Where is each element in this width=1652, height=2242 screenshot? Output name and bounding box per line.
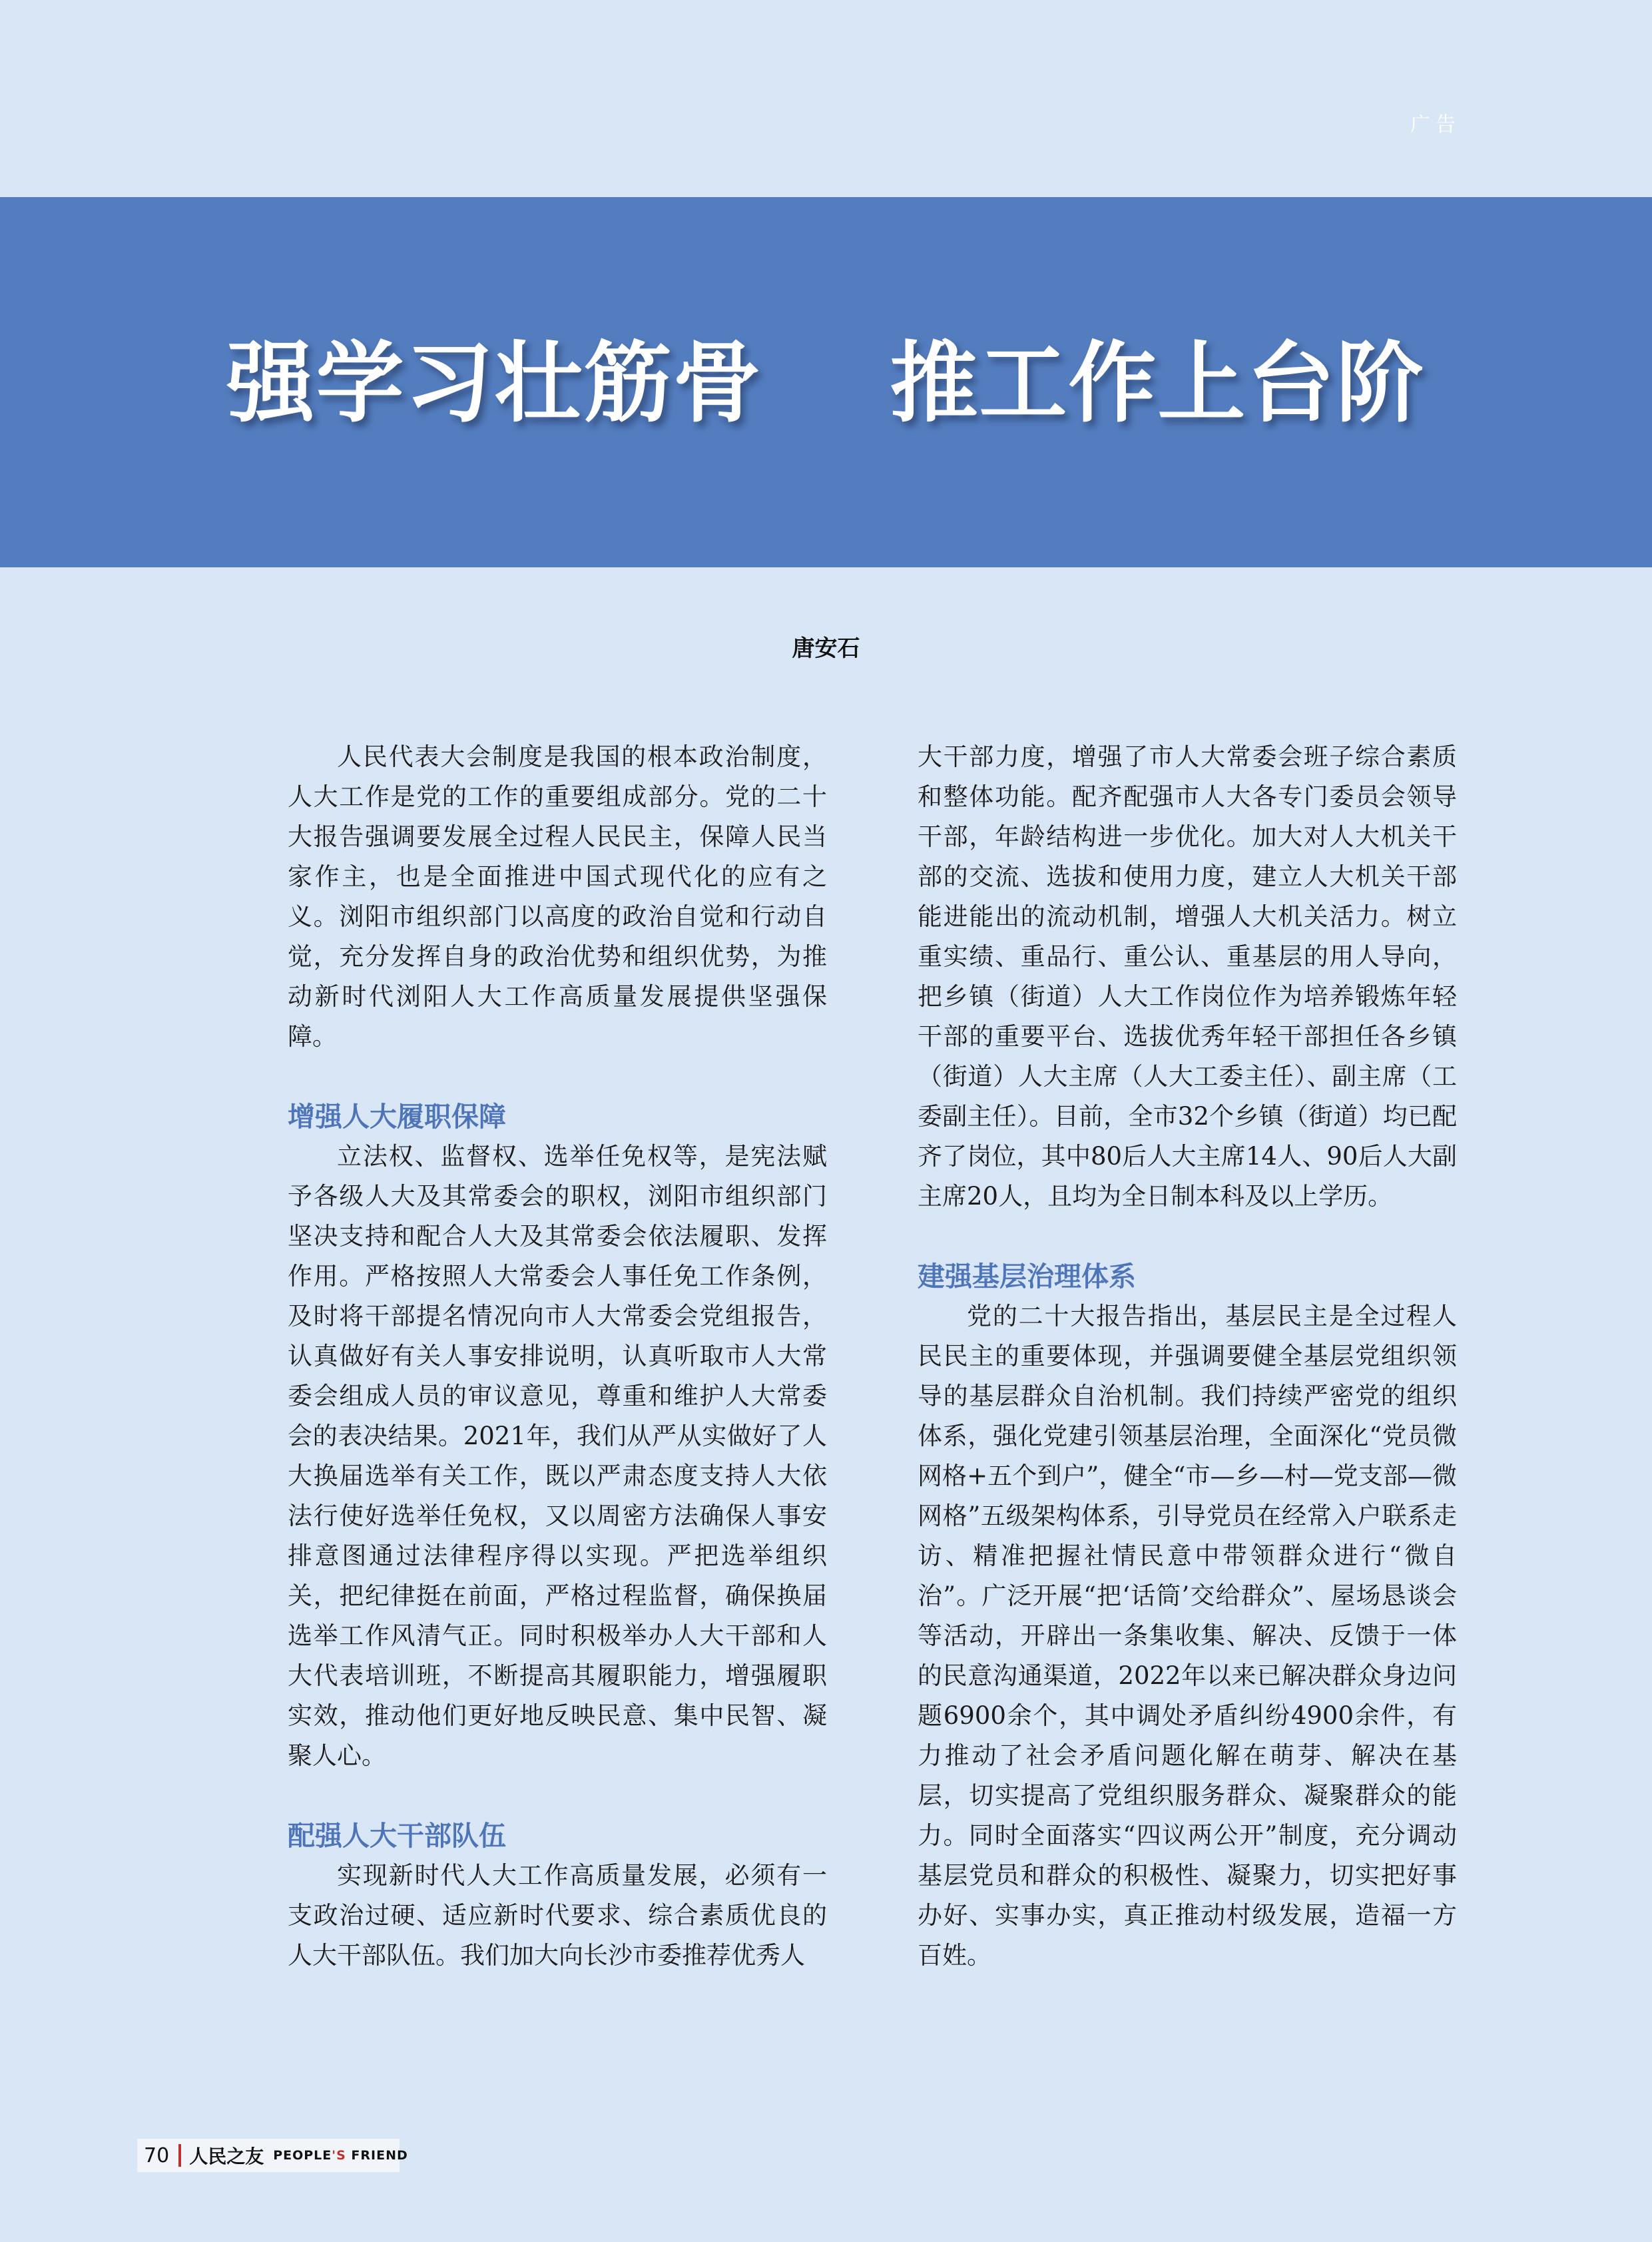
paragraph-intro: 人民代表大会制度是我国的根本政治制度，人大工作是党的工作的重要组成部分。党的二十大报告强调要发展全过程人民民主，保障人民当家作主，也是全面推进中国式现代化的应有之义。浏阳市组织部门以高度的政治自觉和行动自觉，充分发挥自身的政治优势和组织优势，为推动新时代浏阳人大工作高质量发展提供坚强保障。: [288, 742, 827, 1051]
paragraph-section-3: 党的二十大报告指出，基层民主是全过程人民民主的重要体现，并强调要健全基层党组织领导的基层群众自治机制。我们持续严密党的组织体系，强化党建引领基层治理，全面深化“党员微网格+五个到户”，健全“市—乡—村—党支部—微网格”五级架构体系，引导党员在经常入户联系走访、精准把握社情民意中带领群众进行“微自治”。广泛开展“把‘话筒’交给群众”、屋场恳谈会等活动，开辟出一条集收集、解决、反馈于一体的民意沟通渠道，2022年以来已解决群众身边问题6900余个，其中调处矛盾纠纷4900余件，有力推动了社会矛盾问题化解在萌芽、解决在基层，切实提高了党组织服务群众、凝聚群众的能力。同时全面落实“四议两公开”制度，充分调动基层党员和群众的积极性、凝聚力，切实把好事办好、实事办实，真正推动村级发展，造福一方百姓。: [918, 1302, 1457, 1970]
footer-divider: [178, 2144, 181, 2167]
section-heading-2: 配强人大干部队伍: [288, 1820, 506, 1852]
magazine-name: 人民之友: [189, 2145, 264, 2167]
paragraph-section-2-continued: 大干部力度，增强了市人大常委会班子综合素质和整体功能。配齐配强市人大各专门委员会领导干部，年龄结构进一步优化。加大对人大机关干部的交流、选拔和使用力度，建立人大机关干部能进能出的流动机制，增强人大机关活力。树立重实绩、重品行、重公认、重基层的用人导向，把乡镇（街道）人大工作岗位作为培养锻炼年轻干部的重要平台、选拔优秀年轻干部担任各乡镇（街道）人大主席（人大工委主任）、副主席（工委副主任）。目前，全市32个乡镇（街道）均已配齐了岗位，其中80后人大主席14人、90后人大副主席20人，且均为全日制本科及以上学历。: [918, 742, 1457, 1211]
page-number: 70: [144, 2143, 170, 2167]
advertisement-tag: 广告: [1410, 113, 1461, 137]
magazine-english-name: PEOPLE'S FRIEND: [273, 2148, 408, 2163]
article-title: 强学习壮筋骨 推工作上台阶: [226, 332, 1426, 435]
article-column-right: [918, 737, 1457, 1976]
article-column-left: [288, 737, 827, 1976]
page-footer: [144, 2141, 408, 2169]
section-heading-1: 增强人大履职保障: [288, 1101, 506, 1133]
paragraph-section-1: 立法权、监督权、选举任免权等，是宪法赋予各级人大及其常委会的职权，浏阳市组织部门坚决支持和配合人大及其常委会依法履职、发挥作用。严格按照人大常委会人事任免工作条例，及时将干部提名情况向市人大常委会党组报告，认真做好有关人事安排说明，认真听取市人大常委会组成人员的审议意见，尊重和维护人大常委会的表决结果。2021年，我们从严从实做好了人大换届选举有关工作，既以严肃态度支持人大依法行使好选举任免权，又以周密方法确保人事安排意图通过法律程序得以实现。严把选举组织关，把纪律挺在前面，严格过程监督，确保换届选举工作风清气正。同时积极举办人大干部和人大代表培训班，不断提高其履职能力，增强履职实效，推动他们更好地反映民意、集中民智、凝聚人心。: [288, 1142, 827, 1770]
section-heading-3: 建强基层治理体系: [918, 1261, 1136, 1292]
paragraph-section-2-start: 实现新时代人大工作高质量发展，必须有一支政治过硬、适应新时代要求、综合素质优良的人大干部队伍。我们加大向长沙市委推荐优秀人: [288, 1861, 827, 1970]
author-byline: 唐安石: [792, 635, 860, 662]
